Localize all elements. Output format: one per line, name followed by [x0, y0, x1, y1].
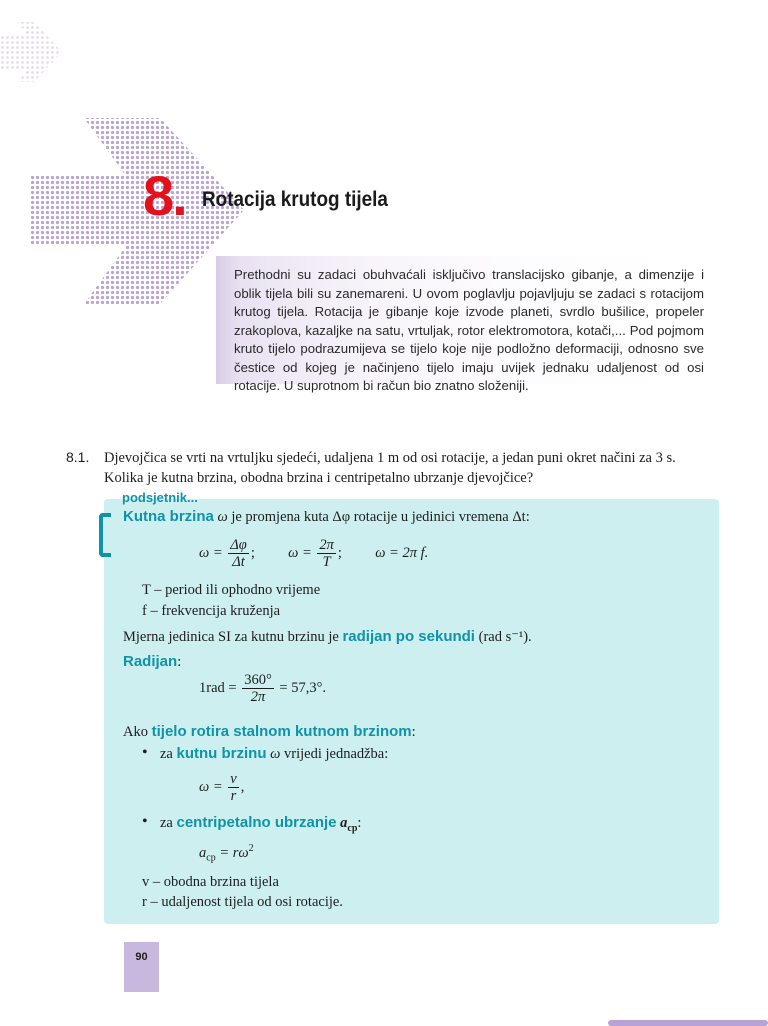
separator: ; — [250, 544, 255, 561]
bracket-icon — [99, 513, 111, 557]
acp-formula-subscript: cp — [206, 852, 216, 864]
ako-pre: Ako — [123, 724, 152, 740]
radius-definition: r – udaljenost tijela od osi rotacije. — [142, 894, 343, 910]
radian-heading — [123, 653, 181, 671]
velocity-numerator: v — [230, 771, 237, 787]
angular-velocity-formulas — [199, 537, 428, 570]
formula-2-numerator: 2π — [319, 537, 334, 553]
small-arrow-icon — [0, 22, 62, 82]
acp-formula-symbol: a — [199, 844, 207, 861]
period-definition: T – period ili ophodno vrijeme — [142, 582, 321, 598]
velocity-fraction — [228, 771, 238, 804]
colon: : — [411, 724, 416, 740]
za: za — [160, 815, 177, 831]
task-text — [104, 448, 708, 488]
bullet-1-icon: • — [142, 744, 148, 761]
si-unit-post: (rad s⁻¹). — [474, 629, 532, 645]
task-line-2: Kolika je kutna brzina, obodna brzina i centripetalno ubrzanje djevojčice? — [104, 470, 534, 486]
velocity-formula — [199, 771, 244, 804]
omega-symbol: ω — [270, 746, 281, 762]
term-kutnu-brzinu: kutnu brzinu — [176, 745, 267, 762]
term-radijan: Radijan — [123, 653, 178, 670]
term-kutna-brzina: Kutna brzina — [123, 508, 214, 525]
acp-symbol: a — [340, 815, 348, 831]
radian-formula — [199, 672, 326, 705]
task-line-1: Djevojčica se vrti na vrtuljku sjedeći, udaljena 1 m od osi rotacije, a jedan puni okret načini za 3 s. — [104, 450, 676, 466]
colon: : — [357, 815, 362, 831]
formula-1-numerator: Δφ — [230, 537, 247, 553]
comma: , — [240, 778, 245, 795]
formula-2-denominator: T — [322, 554, 331, 570]
chapter-number: 8. — [143, 164, 186, 227]
definition-rest: je promjena kuta Δφ rotacije u jedinici vremena Δt: — [227, 509, 530, 525]
radian-denominator: 2π — [250, 689, 266, 705]
formula-1-fraction — [228, 537, 249, 570]
term-centripetalno-ubrzanje: centripetalno ubrzanje — [176, 814, 337, 831]
radian-lhs: 1rad = — [199, 679, 237, 696]
formula-1-denominator: Δt — [232, 554, 245, 570]
constant-rotation-line — [123, 723, 416, 741]
separator: ; — [337, 544, 342, 561]
term-stalna-kutna-brzina: tijelo rotira stalnom kutnom brzinom — [151, 723, 412, 740]
formula-2-fraction — [317, 537, 336, 570]
centripetal-formula — [199, 843, 254, 864]
colon: : — [177, 654, 182, 670]
acp-formula-exponent: 2 — [248, 843, 254, 854]
bullet-1-text — [160, 745, 388, 763]
velocity-definition: v – obodna brzina tijela — [142, 874, 279, 890]
velocity-lhs: ω = — [199, 778, 223, 795]
frequency-definition: f – frekvencija kruženja — [142, 603, 281, 619]
si-unit-line — [123, 628, 532, 646]
page-number: 90 — [135, 951, 148, 963]
radian-numerator: 360° — [244, 672, 272, 688]
task-number: 8.1. — [66, 449, 90, 465]
term-radijan-po-sekundi: radijan po sekundi — [342, 628, 475, 645]
za: za — [160, 746, 177, 762]
chapter-title: Rotacija krutog tijela — [202, 188, 388, 211]
radian-fraction — [242, 672, 274, 705]
formula-1-lhs: ω = — [199, 544, 223, 561]
angular-velocity-definition — [123, 508, 530, 526]
formula-3: ω = 2π f. — [375, 544, 429, 561]
reminder-label: podsjetnik... — [122, 490, 198, 505]
bullet-2-icon: • — [142, 813, 148, 830]
acp-subscript: cp — [347, 822, 358, 834]
radian-rhs: = 57,3°. — [279, 679, 326, 696]
velocity-denominator: r — [230, 788, 237, 804]
bullet-1-rest: vrijedi jednadžba: — [280, 746, 389, 762]
corner-decoration — [608, 1020, 768, 1026]
acp-formula-rhs: = rω — [215, 844, 249, 861]
bullet-2-text — [160, 814, 361, 834]
chapter-intro-paragraph: Prethodni su zadaci obuhvaćali isključivo translacijsko gibanje, a dimenzije i oblik tijela bili su zanemareni. U ovom poglavlju pojavljuju se zadaci s rotacijom krutog tijela. Rotacija je gibanje koje izvode planeti, svrdlo bušilice, propeler zrakoplova, kazaljke na satu, vrtuljak, rotor elektromotora, kotači,... Pod pojmom kruto tijelo podrazumijeva se tijelo koje nije podložno deformaciji, odnosno sve čestice od kojeg je načinjeno tijelo imaju uvijek jednaku udaljenost od osi rotacije. U suprotnom bi račun bio znatno složeniji. — [234, 267, 704, 393]
si-unit-pre: Mjerna jedinica SI za kutnu brzinu je — [123, 629, 343, 645]
omega-symbol: ω — [217, 509, 228, 525]
page-number-tab — [124, 942, 159, 992]
formula-2-lhs: ω = — [288, 544, 312, 561]
